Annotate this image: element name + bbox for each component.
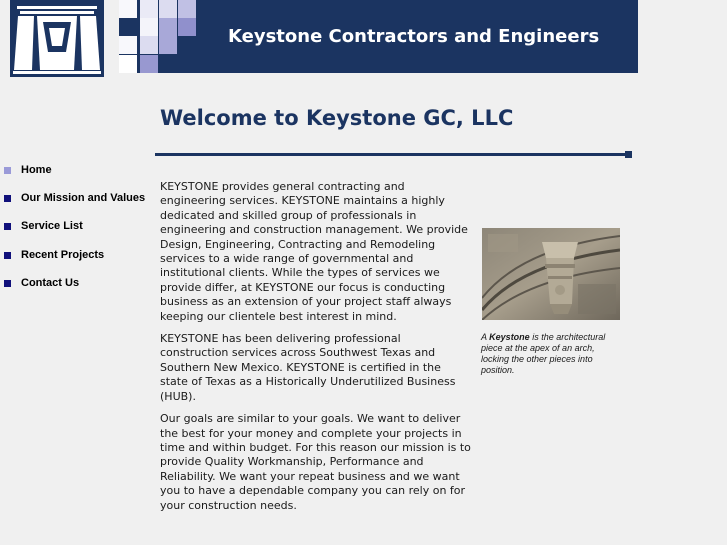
nav-label-recent-projects: Recent Projects: [21, 249, 105, 261]
nav-bullet-icon: [4, 167, 11, 174]
page-title: Welcome to Keystone GC, LLC: [160, 106, 514, 130]
divider-end-dot: [625, 151, 632, 158]
region-paragraph: KEYSTONE has been delivering professional construction services across Southwest Texas and Southern New Mexico. KEYSTONE is certified in the state of Texas as a Historically Underutilized Business (HUB).: [160, 332, 456, 403]
intro-paragraph: KEYSTONE provides general contracting and engineering services. KEYSTONE maintains a highly dedicated and skilled group of professionals in engineering and construction management. We provide Design, Engineering, Contracting and Remodeling services to a wide range of governmental and institutional clients. While the types of services we provide differ, at KEYSTONE our focus is conducting business as an extension of your project staff always keeping our clientele best interest in mind.: [160, 180, 468, 323]
keystone-logo[interactable]: [10, 0, 104, 77]
keystone-arch-photo: [482, 228, 620, 320]
caption-text: is the architectural piece at the apex of an arch, locking the other pieces into position.: [481, 332, 606, 375]
goals-paragraph: Our goals are similar to your goals. We want to deliver the best for your money and complete your projects in time and within budget. For this reason our mission is to provide Quality Workmanship, Performance and Reliability. We want your repeat business and we want you to have a dependable company you can rely on for your construction needs.: [160, 412, 471, 512]
title-divider: [155, 153, 628, 156]
caption-keyword: Keystone: [489, 332, 530, 342]
nav-bullet-icon: [4, 195, 11, 202]
nav-bullet-icon: [4, 252, 11, 259]
nav-item-contact-us[interactable]: [4, 277, 79, 289]
photo-caption: [481, 332, 623, 376]
nav-item-home[interactable]: [4, 164, 52, 176]
nav-item-service-list[interactable]: [4, 220, 83, 232]
site-title: Keystone Contractors and Engineers: [228, 26, 600, 47]
nav-item-mission[interactable]: [4, 192, 145, 204]
nav-label-contact-us: Contact Us: [21, 277, 80, 289]
caption-prefix: A: [481, 332, 490, 342]
nav-label-home: Home: [21, 164, 52, 176]
nav-item-recent-projects[interactable]: [4, 249, 104, 261]
header-mosaic: [119, 0, 197, 73]
nav-label-service-list: Service List: [21, 220, 83, 232]
keystone-building-logo-icon: [10, 0, 104, 77]
main-content: [160, 180, 472, 521]
nav-bullet-icon: [4, 223, 11, 230]
nav-label-mission: Our Mission and Values: [21, 192, 146, 204]
nav-bullet-icon: [4, 280, 11, 287]
